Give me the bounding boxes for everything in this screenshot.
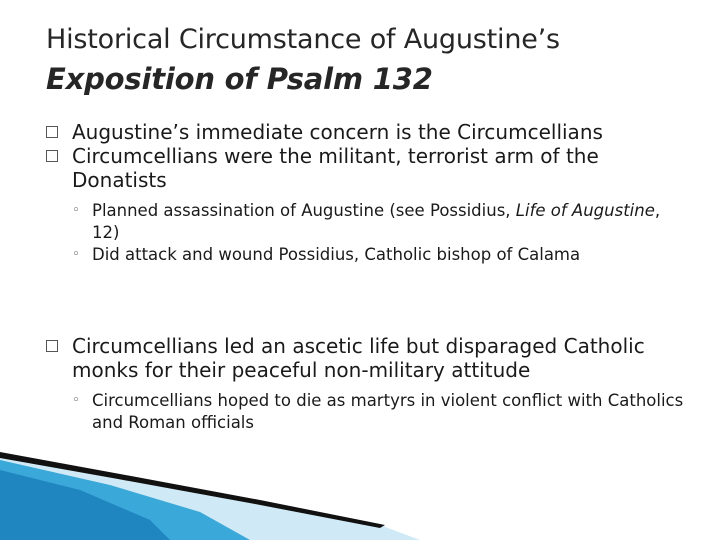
sub-bullet-text-italic: Life of Augustine — [515, 201, 655, 220]
bullet-item — [46, 144, 686, 192]
sub-bullet-item — [46, 244, 686, 266]
bullet-item — [46, 334, 686, 382]
sub-bullet-item — [46, 390, 686, 434]
sub-bullet-text: Circumcellians hoped to die as martyrs in violent conflict with Catholics and Roman officials — [92, 391, 684, 432]
bullet-text: Circumcellians led an ascetic life but disparaged Catholic monks for their peaceful non-military attitude — [72, 334, 645, 382]
sub-bullet-text: Did attack and wound Possidius, Catholic bishop of Calama — [92, 245, 581, 264]
square-bullet-icon — [46, 150, 58, 162]
bullet-list-2 — [46, 334, 686, 434]
circle-bullet-icon: ◦ — [72, 203, 80, 218]
square-bullet-icon — [46, 126, 58, 138]
title-line-2: Exposition of Psalm 132 — [46, 62, 433, 96]
sub-bullet-text-post: , 12) — [92, 201, 661, 242]
sub-bullet-list-1 — [46, 200, 686, 266]
bullet-list-1 — [46, 120, 686, 266]
bullet-item — [46, 120, 686, 144]
sub-bullet-text-pre: Planned assassination of Augustine (see Possidius, — [92, 201, 516, 220]
title-line-1: Historical Circumstance of Augustine’s — [46, 24, 560, 55]
circle-bullet-icon: ◦ — [72, 247, 80, 262]
sub-bullet-list-2 — [46, 390, 686, 434]
square-bullet-icon — [46, 340, 58, 352]
circle-bullet-icon: ◦ — [72, 393, 80, 408]
bullet-text: Circumcellians were the militant, terrorist arm of the Donatists — [72, 144, 599, 192]
bullet-text: Augustine’s immediate concern is the Circumcellians — [72, 120, 603, 144]
sub-bullet-item — [46, 200, 686, 244]
